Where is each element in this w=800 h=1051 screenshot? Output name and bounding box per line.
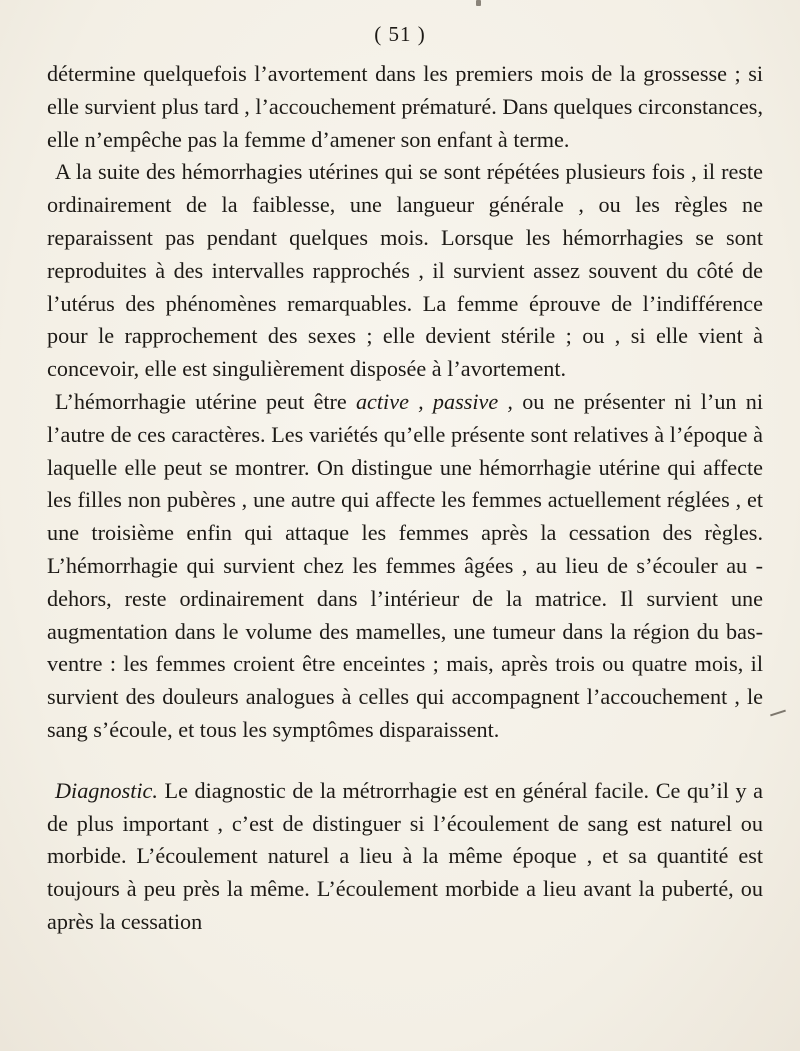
body-text bbox=[47, 58, 763, 939]
paragraph bbox=[47, 58, 763, 156]
margin-mark bbox=[770, 710, 786, 717]
section-heading: Diagnostic. bbox=[55, 777, 158, 803]
text-segment: Le diagnostic de la métrorrhagie est en général facile. Ce qu’il y a de plus important , c’est de distinguer si l’écoulement de sang est naturel ou morbide. L’écoulement naturel a lieu à la même époque , et sa quantité est toujours à peu près la même. L’écoulement morbide a lieu avant la puberté, ou après la cessation bbox=[47, 777, 763, 934]
paragraph bbox=[47, 156, 763, 386]
paragraph bbox=[47, 386, 763, 747]
text-segment: ou ne présenter ni l’un ni l’autre de ces caractères. Les variétés qu’elle présente sont relatives à l’époque à laquelle elle peut se montrer. On distingue une hémorrhagie utérine qui affecte les filles non pubères , une autre qui affecte les femmes actuellement réglées , et une troisième enfin qui attaque les femmes après la cessation des règles. L’hémorrhagie qui survient chez les femmes âgées , au lieu de s’écouler au - dehors, reste ordinairement dans l’intérieur de la matrice. Il survient une augmentation dans le volume des mamelles, une tumeur dans la région du bas-ventre : les femmes croient être enceintes ; mais, après trois ou quatre mois, il survient des douleurs analogues à celles qui accompagnent l’accouchement , le sang s’écoule, et tous les symptômes disparaissent. bbox=[47, 388, 763, 742]
text-segment: A la suite des hémorrhagies utérines qui se sont répétées plusieurs fois , il reste ordinairement de la faiblesse, une langueur générale , ou les règles ne reparaissent pas pendant quelques mois. Lorsque les hémorrhagies se sont reproduites à des intervalles rapprochés , il survient assez souvent du côté de l’utérus des phénomènes remarquables. La femme éprouve de l’indifférence pour le rapprochement des sexes ; elle devient stérile ; ou , si elle vient à concevoir, elle est singulièrement disposée à l’avortement. bbox=[47, 159, 763, 382]
page-number: ( 51 ) bbox=[374, 22, 426, 46]
text-segment: détermine quelquefois l’avortement dans les premiers mois de la grossesse ; si elle survient plus tard , l’accouchement prématuré. Dans quelques circonstances, elle n’empêche pas la femme d’amener son enfant à terme. bbox=[47, 61, 763, 152]
text-segment: L’hémorrhagie utérine peut être bbox=[55, 388, 356, 414]
print-mark bbox=[476, 0, 481, 6]
italic-term: active , passive , bbox=[355, 388, 513, 414]
paragraph bbox=[47, 775, 763, 939]
